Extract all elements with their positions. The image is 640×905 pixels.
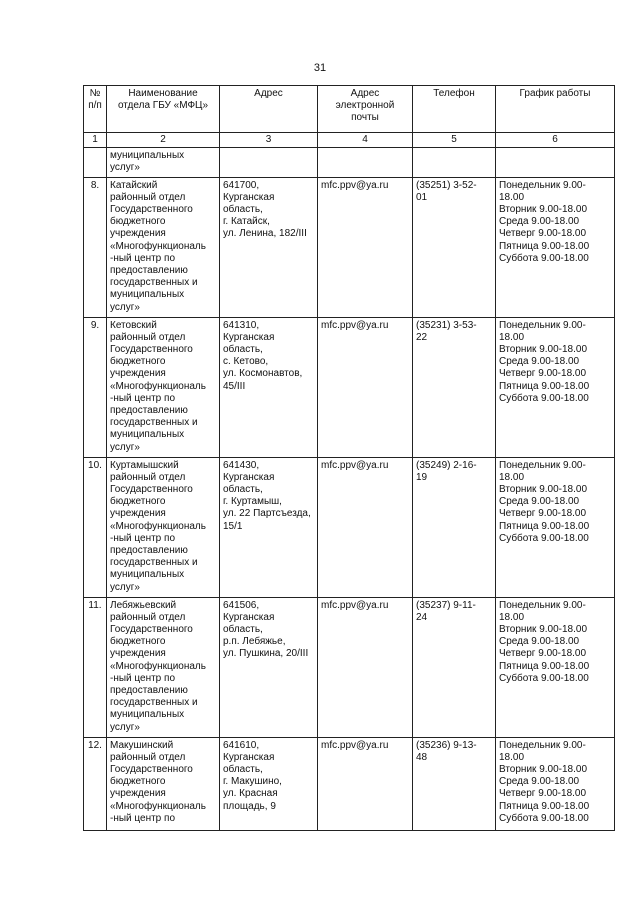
department-name-line: районный отдел [110, 191, 186, 203]
header-text: № [89, 88, 101, 99]
row-number-cell: 10. [84, 457, 107, 597]
email-cell: mfc.ppv@ya.ru [318, 737, 413, 830]
schedule-line: 18.00 [499, 471, 525, 483]
department-name-line: муниципальных [110, 150, 185, 162]
department-name-line: муниципальных [110, 429, 185, 441]
phone-line: (35251) 3-52- [416, 179, 477, 191]
schedule-line: Суббота 9.00-18.00 [499, 392, 589, 404]
department-name-cell [107, 457, 220, 597]
department-name-line: Катайский [110, 179, 158, 191]
department-name-line: муниципальных [110, 289, 185, 301]
department-name-cell [107, 177, 220, 317]
address-line: г. Макушино, [223, 776, 282, 788]
schedule-line: Пятница 9.00-18.00 [499, 520, 590, 532]
address-line: 45/III [223, 380, 246, 392]
header-text: Адрес [350, 88, 380, 99]
phone-line: 48 [416, 751, 428, 763]
schedule-line: Суббота 9.00-18.00 [499, 252, 589, 264]
address-line: Курганская [223, 191, 275, 203]
schedule-line: 18.00 [499, 191, 525, 203]
department-name-line: предоставлению [110, 265, 188, 277]
department-name-line: бюджетного [110, 636, 166, 648]
schedule-cell [496, 597, 615, 737]
table-row [84, 457, 615, 597]
table-header-row [84, 86, 615, 133]
address-line: 641610, [223, 739, 260, 751]
department-name-line: государственных и [110, 697, 198, 709]
schedule-line: Вторник 9.00-18.00 [499, 764, 588, 776]
header-text: электронной [335, 100, 395, 112]
address-line: область, [223, 344, 263, 356]
schedule-line: Четверг 9.00-18.00 [499, 508, 587, 520]
schedule-cell [496, 737, 615, 830]
address-line: ул. 22 Партсъезда, [223, 508, 311, 520]
department-name-line: муниципальных [110, 569, 185, 581]
schedule-line: Суббота 9.00-18.00 [499, 672, 589, 684]
header-department-name [107, 86, 220, 133]
address-line: Курганская [223, 471, 275, 483]
header-text: График работы [519, 88, 591, 99]
column-number-cell: 1 [84, 133, 107, 148]
address-line: Курганская [223, 611, 275, 623]
schedule-line: Среда 9.00-18.00 [499, 496, 580, 508]
department-name-line: районный отдел [110, 751, 186, 763]
department-name-line: районный отдел [110, 611, 186, 623]
schedule-line: Среда 9.00-18.00 [499, 776, 580, 788]
row-number-cell: 9. [84, 317, 107, 457]
schedule-line: Понедельник 9.00- [499, 739, 586, 751]
table-row [84, 737, 615, 830]
department-name-line: районный отдел [110, 471, 186, 483]
department-name-line: «Многофункциональ [110, 660, 206, 672]
department-name-line: предоставлению [110, 685, 188, 697]
department-name-line: -ный центр по [110, 252, 175, 264]
address-line: 641430, [223, 459, 260, 471]
header-address [220, 86, 318, 133]
schedule-line: Пятница 9.00-18.00 [499, 660, 590, 672]
header-text: почты [351, 112, 379, 124]
department-name-line: -ный центр по [110, 532, 175, 544]
continuation-row [84, 148, 615, 177]
department-name-line: услуг» [110, 721, 140, 733]
schedule-line: Четверг 9.00-18.00 [499, 228, 587, 240]
department-name-line: Макушинский [110, 739, 174, 751]
department-name-line: учреждения [110, 508, 166, 520]
mfc-departments-table [83, 85, 615, 831]
department-name-cell [107, 737, 220, 830]
schedule-line: Суббота 9.00-18.00 [499, 812, 589, 824]
department-name-line: Кетовский [110, 319, 157, 331]
continuation-name-cell [107, 148, 220, 177]
header-num [84, 86, 107, 133]
address-line: ул. Пушкина, 20/III [223, 648, 309, 660]
department-name-line: предоставлению [110, 405, 188, 417]
address-cell [220, 597, 318, 737]
phone-line: 01 [416, 191, 428, 203]
column-number-cell: 6 [496, 133, 615, 148]
schedule-cell [496, 317, 615, 457]
department-name-line: учреждения [110, 228, 166, 240]
header-phone [413, 86, 496, 133]
phone-cell [413, 317, 496, 457]
department-name-line: «Многофункциональ [110, 520, 206, 532]
address-cell [220, 737, 318, 830]
phone-cell [413, 457, 496, 597]
phone-cell [413, 177, 496, 317]
address-line: Курганская [223, 751, 275, 763]
department-name-line: государственных и [110, 277, 198, 289]
email-cell: mfc.ppv@ya.ru [318, 317, 413, 457]
header-schedule [496, 86, 615, 133]
schedule-line: Среда 9.00-18.00 [499, 636, 580, 648]
header-text: Телефон [433, 88, 475, 99]
schedule-line: 18.00 [499, 611, 525, 623]
column-number-cell: 2 [107, 133, 220, 148]
schedule-line: Среда 9.00-18.00 [499, 216, 580, 228]
department-name-line: бюджетного [110, 776, 166, 788]
department-name-line: предоставлению [110, 545, 188, 557]
schedule-line: Пятница 9.00-18.00 [499, 380, 590, 392]
phone-line: (35237) 9-11- [416, 599, 476, 611]
address-line: 641700, [223, 179, 260, 191]
column-number-row [84, 133, 615, 148]
department-name-line: Государственного [110, 624, 193, 636]
department-name-line: бюджетного [110, 216, 166, 228]
address-line: 15/1 [223, 520, 243, 532]
address-line: площадь, 9 [223, 800, 276, 812]
schedule-line: Четверг 9.00-18.00 [499, 648, 587, 660]
schedule-line: Четверг 9.00-18.00 [499, 788, 587, 800]
header-text: Наименование [128, 88, 198, 99]
department-name-line: государственных и [110, 557, 198, 569]
department-name-line: бюджетного [110, 356, 166, 368]
phone-line: 24 [416, 611, 428, 623]
department-name-line: Государственного [110, 344, 193, 356]
address-line: ул. Ленина, 182/III [223, 228, 307, 240]
row-number-cell: 8. [84, 177, 107, 317]
department-name-line: -ный центр по [110, 672, 175, 684]
address-line: г. Катайск, [223, 216, 270, 228]
continuation-schedule-cell [496, 148, 615, 177]
schedule-line: Вторник 9.00-18.00 [499, 484, 588, 496]
phone-cell [413, 737, 496, 830]
address-line: Курганская [223, 331, 275, 343]
department-name-cell [107, 597, 220, 737]
department-name-line: «Многофункциональ [110, 380, 206, 392]
schedule-line: Пятница 9.00-18.00 [499, 240, 590, 252]
department-name-line: -ный центр по [110, 392, 175, 404]
phone-line: 22 [416, 331, 428, 343]
schedule-line: Вторник 9.00-18.00 [499, 344, 588, 356]
department-name-line: услуг» [110, 441, 140, 453]
address-cell [220, 317, 318, 457]
department-name-line: учреждения [110, 368, 166, 380]
address-line: 641506, [223, 599, 260, 611]
department-name-line: районный отдел [110, 331, 186, 343]
department-name-line: «Многофункциональ [110, 800, 206, 812]
column-number-cell: 5 [413, 133, 496, 148]
department-name-line: учреждения [110, 648, 166, 660]
address-line: с. Кетово, [223, 356, 269, 368]
address-line: область, [223, 624, 263, 636]
schedule-line: Понедельник 9.00- [499, 459, 586, 471]
schedule-line: Понедельник 9.00- [499, 319, 586, 331]
continuation-email-cell [318, 148, 413, 177]
header-email [318, 86, 413, 133]
address-line: ул. Красная [223, 788, 278, 800]
phone-line: (35236) 9-13- [416, 739, 477, 751]
email-cell: mfc.ppv@ya.ru [318, 177, 413, 317]
department-name-line: Куртамышский [110, 459, 179, 471]
department-name-line: Государственного [110, 204, 193, 216]
header-text: п/п [88, 100, 102, 112]
table-row [84, 597, 615, 737]
column-number-cell: 3 [220, 133, 318, 148]
address-line: область, [223, 204, 263, 216]
phone-cell [413, 597, 496, 737]
header-text: Адрес [254, 88, 283, 99]
department-name-line: услуг» [110, 301, 140, 313]
table-row [84, 177, 615, 317]
schedule-line: 18.00 [499, 751, 525, 763]
header-text: отдела ГБУ «МФЦ» [117, 100, 209, 112]
department-name-line: Государственного [110, 764, 193, 776]
department-name-line: Государственного [110, 484, 193, 496]
email-cell: mfc.ppv@ya.ru [318, 597, 413, 737]
department-name-cell [107, 317, 220, 457]
department-name-line: услуг» [110, 581, 140, 593]
schedule-line: Пятница 9.00-18.00 [499, 800, 590, 812]
department-name-line: бюджетного [110, 496, 166, 508]
schedule-line: Вторник 9.00-18.00 [499, 624, 588, 636]
schedule-cell [496, 457, 615, 597]
address-cell [220, 177, 318, 317]
email-cell: mfc.ppv@ya.ru [318, 457, 413, 597]
table-row [84, 317, 615, 457]
page-number: 31 [313, 62, 327, 74]
phone-line: (35231) 3-53- [416, 319, 477, 331]
department-name-line: учреждения [110, 788, 166, 800]
schedule-line: Среда 9.00-18.00 [499, 356, 580, 368]
department-name-line: Лебяжьевский [110, 599, 177, 611]
address-line: область, [223, 764, 263, 776]
department-name-line: услуг» [110, 162, 140, 174]
department-name-line: -ный центр по [110, 812, 175, 824]
address-line: ул. Космонавтов, [223, 368, 303, 380]
address-cell [220, 457, 318, 597]
department-name-line: муниципальных [110, 709, 185, 721]
address-line: р.п. Лебяжье, [223, 636, 286, 648]
schedule-line: Вторник 9.00-18.00 [499, 204, 588, 216]
schedule-line: 18.00 [499, 331, 525, 343]
column-number-cell: 4 [318, 133, 413, 148]
continuation-address-cell [220, 148, 318, 177]
department-name-line: государственных и [110, 417, 198, 429]
department-name-line: «Многофункциональ [110, 240, 206, 252]
schedule-cell [496, 177, 615, 317]
continuation-phone-cell [413, 148, 496, 177]
schedule-line: Четверг 9.00-18.00 [499, 368, 587, 380]
schedule-line: Понедельник 9.00- [499, 599, 586, 611]
row-number-cell: 11. [84, 597, 107, 737]
phone-line: 19 [416, 471, 428, 483]
address-line: г. Куртамыш, [223, 496, 282, 508]
address-line: 641310, [223, 319, 260, 331]
schedule-line: Понедельник 9.00- [499, 179, 586, 191]
phone-line: (35249) 2-16- [416, 459, 477, 471]
continuation-num-cell [84, 148, 107, 177]
schedule-line: Суббота 9.00-18.00 [499, 532, 589, 544]
row-number-cell: 12. [84, 737, 107, 830]
address-line: область, [223, 484, 263, 496]
